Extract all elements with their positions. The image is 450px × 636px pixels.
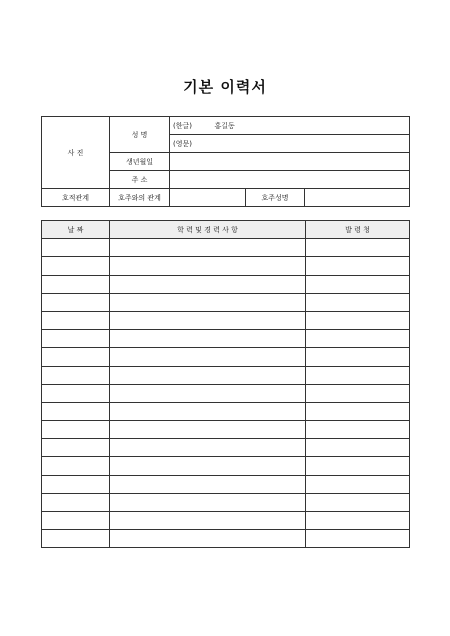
issuer-cell[interactable]	[306, 457, 410, 475]
date-cell[interactable]	[42, 384, 110, 402]
date-cell[interactable]	[42, 457, 110, 475]
issuer-cell[interactable]	[306, 512, 410, 530]
history-header-row	[42, 221, 410, 239]
date-cell[interactable]	[42, 311, 110, 329]
issuer-cell[interactable]	[306, 293, 410, 311]
history-row	[42, 239, 410, 257]
korean-name-prefix: (한글)	[173, 121, 192, 130]
career-cell[interactable]	[110, 475, 306, 493]
photo-cell[interactable]: 사 진	[42, 117, 110, 189]
career-cell[interactable]	[110, 311, 306, 329]
career-cell[interactable]	[110, 239, 306, 257]
korean-name-field[interactable]	[170, 117, 410, 135]
english-name-field[interactable]	[170, 135, 410, 153]
career-cell[interactable]	[110, 493, 306, 511]
date-cell[interactable]	[42, 475, 110, 493]
history-table	[41, 220, 410, 548]
date-cell[interactable]	[42, 439, 110, 457]
document-title: 기본 이력서	[183, 78, 267, 96]
relation-to-head-label: 호주와의 관계	[110, 189, 170, 207]
name-label: 성 명	[110, 117, 170, 153]
history-row	[42, 530, 410, 548]
english-name-prefix: (영문)	[173, 139, 192, 148]
issuer-cell[interactable]	[306, 439, 410, 457]
date-cell[interactable]	[42, 530, 110, 548]
issuer-cell[interactable]	[306, 239, 410, 257]
date-cell[interactable]	[42, 293, 110, 311]
birthdate-field[interactable]	[170, 153, 410, 171]
issuer-cell[interactable]	[306, 402, 410, 420]
history-row	[42, 439, 410, 457]
career-cell[interactable]	[110, 402, 306, 420]
issuer-cell[interactable]	[306, 275, 410, 293]
career-cell[interactable]	[110, 530, 306, 548]
career-cell[interactable]	[110, 421, 306, 439]
career-cell[interactable]	[110, 439, 306, 457]
address-field[interactable]	[170, 171, 410, 189]
history-row	[42, 493, 410, 511]
history-row	[42, 384, 410, 402]
career-column-header: 학 력 및 경 력 사 항	[110, 221, 306, 239]
history-row	[42, 348, 410, 366]
issuer-cell[interactable]	[306, 384, 410, 402]
head-name-label: 호주성명	[246, 189, 305, 207]
date-cell[interactable]	[42, 402, 110, 420]
history-row	[42, 512, 410, 530]
date-cell[interactable]	[42, 275, 110, 293]
date-cell[interactable]	[42, 239, 110, 257]
issuer-cell[interactable]	[306, 421, 410, 439]
history-row	[42, 293, 410, 311]
history-row	[42, 366, 410, 384]
career-cell[interactable]	[110, 366, 306, 384]
issuer-cell[interactable]	[306, 366, 410, 384]
career-cell[interactable]	[110, 330, 306, 348]
issuer-cell[interactable]	[306, 530, 410, 548]
career-cell[interactable]	[110, 512, 306, 530]
basic-info-table	[41, 116, 410, 207]
family-relation-label: 호적관계	[42, 189, 110, 207]
issuer-column-header: 발 령 청	[306, 221, 410, 239]
career-cell[interactable]	[110, 293, 306, 311]
issuer-cell[interactable]	[306, 493, 410, 511]
relation-to-head-field[interactable]	[170, 189, 246, 207]
head-name-field[interactable]	[305, 189, 410, 207]
career-cell[interactable]	[110, 457, 306, 475]
history-row	[42, 330, 410, 348]
address-label: 주 소	[110, 171, 170, 189]
history-row	[42, 421, 410, 439]
history-row	[42, 457, 410, 475]
date-cell[interactable]	[42, 257, 110, 275]
date-column-header: 날 짜	[42, 221, 110, 239]
date-cell[interactable]	[42, 348, 110, 366]
history-row	[42, 402, 410, 420]
career-cell[interactable]	[110, 275, 306, 293]
korean-name-value: 홍길동	[214, 121, 235, 130]
career-cell[interactable]	[110, 384, 306, 402]
date-cell[interactable]	[42, 421, 110, 439]
issuer-cell[interactable]	[306, 311, 410, 329]
history-row	[42, 275, 410, 293]
date-cell[interactable]	[42, 366, 110, 384]
issuer-cell[interactable]	[306, 330, 410, 348]
date-cell[interactable]	[42, 493, 110, 511]
issuer-cell[interactable]	[306, 257, 410, 275]
issuer-cell[interactable]	[306, 348, 410, 366]
history-row	[42, 311, 410, 329]
date-cell[interactable]	[42, 330, 110, 348]
career-cell[interactable]	[110, 257, 306, 275]
history-row	[42, 475, 410, 493]
birthdate-label: 생년월일	[110, 153, 170, 171]
issuer-cell[interactable]	[306, 475, 410, 493]
career-cell[interactable]	[110, 348, 306, 366]
date-cell[interactable]	[42, 512, 110, 530]
history-row	[42, 257, 410, 275]
